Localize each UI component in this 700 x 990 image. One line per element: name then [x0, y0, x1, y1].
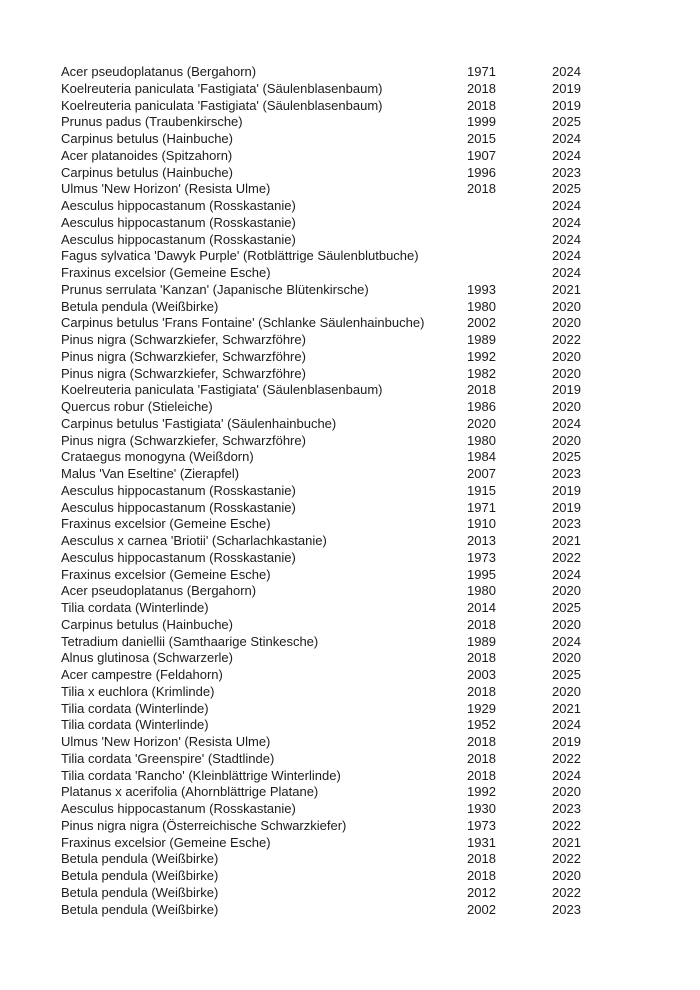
year-second: 2024 [552, 64, 581, 79]
table-row [61, 232, 641, 249]
year-first [467, 198, 552, 215]
year-first: 2003 [467, 667, 496, 682]
year-first: 2018 [467, 868, 496, 883]
year-second: 2019 [552, 80, 581, 96]
species-name: Betula pendula (Weißbirke) [61, 298, 219, 314]
table-row [61, 701, 641, 718]
species-name: Acer campestre (Feldahorn) [61, 667, 223, 682]
species-name: Aesculus x carnea 'Briotii' (Scharlachkastanie) [61, 533, 327, 548]
year-first: 1992 [467, 348, 496, 364]
year-first: 2014 [467, 600, 496, 615]
species-name: Betula pendula (Weißbirke) [61, 884, 219, 900]
table-row [61, 634, 641, 651]
species-name: Koelreuteria paniculata 'Fastigiata' (Säulenblasenbaum) [61, 80, 383, 96]
table-row [61, 684, 641, 701]
year-second: 2024 [552, 198, 581, 213]
table-row [61, 382, 641, 399]
year-second: 2024 [552, 131, 581, 146]
species-name: Acer pseudoplatanus (Bergahorn) [61, 64, 257, 79]
year-first [467, 215, 552, 232]
year-second: 2020 [552, 683, 581, 699]
species-name: Pinus nigra (Schwarzkiefer, Schwarzföhre) [61, 365, 306, 381]
table-row [61, 114, 641, 131]
species-name: Tilia cordata (Winterlinde) [61, 717, 209, 733]
table-row [61, 416, 641, 433]
table-row [61, 868, 641, 885]
species-name: Platanus x acerifolia (Ahornblättrige Platane) [61, 784, 319, 800]
year-first: 2015 [467, 131, 496, 146]
year-second: 2025 [552, 181, 581, 197]
species-name: Aesculus hippocastanum (Rosskastanie) [61, 231, 296, 247]
table-row [61, 650, 641, 667]
year-second: 2019 [552, 482, 581, 498]
year-second: 2023 [552, 466, 581, 481]
year-second: 2020 [552, 616, 581, 632]
table-row [61, 851, 641, 868]
species-name: Ulmus 'New Horizon' (Resista Ulme) [61, 181, 271, 197]
year-second: 2019 [552, 734, 581, 749]
species-name: Pinus nigra nigra (Österreichische Schwarzkiefer) [61, 817, 347, 833]
year-second: 2020 [552, 868, 581, 883]
year-first: 1980 [467, 298, 496, 314]
year-first: 1973 [467, 817, 496, 833]
year-second: 2025 [552, 449, 581, 465]
year-second: 2025 [552, 600, 581, 615]
year-second: 2020 [552, 298, 581, 314]
table-row [61, 315, 641, 332]
species-name: Prunus serrulata 'Kanzan' (Japanische Blütenkirsche) [61, 281, 369, 297]
year-second: 2021 [552, 533, 581, 548]
table-row [61, 64, 641, 81]
year-first: 2018 [467, 382, 496, 398]
year-first: 2007 [467, 466, 496, 481]
species-name: Tilia cordata 'Rancho' (Kleinblättrige Winterlinde) [61, 767, 341, 783]
species-name: Quercus robur (Stieleiche) [61, 399, 213, 414]
year-second: 2024 [552, 415, 581, 431]
species-name: Fraxinus excelsior (Gemeine Esche) [61, 516, 271, 532]
year-first: 1980 [467, 432, 496, 448]
year-second: 2024 [552, 214, 581, 230]
year-first: 1996 [467, 164, 496, 180]
table-row [61, 500, 641, 517]
year-first: 2012 [467, 884, 496, 900]
year-first: 1910 [467, 516, 496, 532]
species-name: Carpinus betulus 'Frans Fontaine' (Schlanke Säulenhainbuche) [61, 315, 425, 331]
table-row [61, 583, 641, 600]
species-name: Aesculus hippocastanum (Rosskastanie) [61, 214, 296, 230]
year-first [467, 248, 552, 265]
species-name: Betula pendula (Weißbirke) [61, 868, 219, 883]
table-row [61, 567, 641, 584]
year-first: 2018 [467, 734, 496, 749]
year-second: 2024 [552, 231, 581, 247]
table-row [61, 902, 641, 919]
year-second: 2023 [552, 901, 581, 917]
year-first: 1984 [467, 449, 496, 465]
year-first: 1929 [467, 700, 496, 716]
table-row [61, 768, 641, 785]
species-name: Ulmus 'New Horizon' (Resista Ulme) [61, 734, 271, 749]
species-name: Tilia cordata (Winterlinde) [61, 600, 209, 615]
species-name: Pinus nigra (Schwarzkiefer, Schwarzföhre) [61, 432, 306, 448]
year-second: 2023 [552, 801, 581, 816]
species-name: Prunus padus (Traubenkirsche) [61, 114, 243, 130]
table-row [61, 399, 641, 416]
table-row [61, 784, 641, 801]
year-first: 2018 [467, 683, 496, 699]
table-row [61, 550, 641, 567]
species-name: Fagus sylvatica 'Dawyk Purple' (Rotblättrige Säulenblutbuche) [61, 248, 419, 264]
year-first: 1931 [467, 834, 496, 850]
year-first: 1999 [467, 114, 496, 130]
table-row [61, 801, 641, 818]
species-name: Betula pendula (Weißbirke) [61, 901, 219, 917]
table-row [61, 98, 641, 115]
species-name: Fraxinus excelsior (Gemeine Esche) [61, 265, 271, 280]
species-name: Fraxinus excelsior (Gemeine Esche) [61, 566, 271, 582]
year-first: 2020 [467, 415, 496, 431]
species-name: Aesculus hippocastanum (Rosskastanie) [61, 801, 296, 816]
table-row [61, 483, 641, 500]
year-first: 1993 [467, 281, 496, 297]
year-first: 2013 [467, 533, 496, 548]
year-second: 2020 [552, 432, 581, 448]
tree-species-table [61, 64, 641, 918]
year-second: 2023 [552, 516, 581, 532]
species-name: Tilia cordata (Winterlinde) [61, 700, 209, 716]
year-second: 2024 [552, 566, 581, 582]
species-name: Fraxinus excelsior (Gemeine Esche) [61, 834, 271, 850]
table-row [61, 835, 641, 852]
table-row [61, 282, 641, 299]
year-first: 2002 [467, 315, 496, 331]
table-row [61, 433, 641, 450]
species-name: Carpinus betulus 'Fastigiata' (Säulenhainbuche) [61, 415, 337, 431]
species-name: Tilia x euchlora (Krimlinde) [61, 683, 215, 699]
year-first: 2018 [467, 181, 496, 197]
year-second: 2022 [552, 851, 581, 867]
year-first: 1986 [467, 399, 496, 414]
table-row [61, 449, 641, 466]
species-name: Aesculus hippocastanum (Rosskastanie) [61, 198, 296, 213]
year-first: 1971 [467, 64, 496, 79]
year-first: 2002 [467, 901, 496, 917]
year-second: 2022 [552, 332, 581, 347]
year-second: 2021 [552, 281, 581, 297]
species-name: Betula pendula (Weißbirke) [61, 851, 219, 867]
year-second: 2022 [552, 750, 581, 766]
year-second: 2021 [552, 700, 581, 716]
species-name: Carpinus betulus (Hainbuche) [61, 616, 233, 632]
year-second: 2022 [552, 549, 581, 565]
year-first: 1989 [467, 633, 496, 649]
table-row [61, 332, 641, 349]
year-second: 2024 [552, 265, 581, 280]
year-second: 2020 [552, 399, 581, 414]
table-row [61, 349, 641, 366]
year-first: 2018 [467, 80, 496, 96]
table-row [61, 265, 641, 282]
year-first: 2018 [467, 97, 496, 113]
table-row [61, 516, 641, 533]
species-name: Aesculus hippocastanum (Rosskastanie) [61, 499, 296, 515]
species-name: Carpinus betulus (Hainbuche) [61, 131, 233, 146]
year-first: 2018 [467, 616, 496, 632]
year-second: 2020 [552, 348, 581, 364]
year-first: 2018 [467, 851, 496, 867]
table-row [61, 818, 641, 835]
year-second: 2022 [552, 817, 581, 833]
year-first: 1907 [467, 147, 496, 163]
year-first: 1989 [467, 332, 496, 347]
year-first: 1973 [467, 549, 496, 565]
species-name: Pinus nigra (Schwarzkiefer, Schwarzföhre) [61, 348, 306, 364]
year-second: 2023 [552, 164, 581, 180]
year-second: 2020 [552, 315, 581, 331]
year-first: 1995 [467, 566, 496, 582]
year-first: 2018 [467, 767, 496, 783]
species-name: Alnus glutinosa (Schwarzerle) [61, 650, 233, 666]
year-second: 2020 [552, 365, 581, 381]
table-row [61, 148, 641, 165]
table-row [61, 215, 641, 232]
species-name: Carpinus betulus (Hainbuche) [61, 164, 233, 180]
year-first: 2018 [467, 750, 496, 766]
table-row [61, 617, 641, 634]
species-name: Malus 'Van Eseltine' (Zierapfel) [61, 466, 240, 481]
table-row [61, 751, 641, 768]
year-second: 2019 [552, 382, 581, 398]
table-row [61, 885, 641, 902]
species-name: Crataegus monogyna (Weißdorn) [61, 449, 254, 465]
table-row [61, 131, 641, 148]
year-second: 2020 [552, 583, 581, 599]
year-second: 2020 [552, 784, 581, 800]
table-row [61, 248, 641, 265]
species-name: Aesculus hippocastanum (Rosskastanie) [61, 549, 296, 565]
table-row [61, 198, 641, 215]
year-second: 2024 [552, 633, 581, 649]
year-first: 1980 [467, 583, 496, 599]
year-second: 2019 [552, 97, 581, 113]
table-row [61, 533, 641, 550]
year-second: 2024 [552, 248, 581, 264]
year-first: 2018 [467, 650, 496, 666]
year-second: 2024 [552, 717, 581, 733]
year-second: 2024 [552, 767, 581, 783]
year-first: 1971 [467, 499, 496, 515]
species-name: Koelreuteria paniculata 'Fastigiata' (Säulenblasenbaum) [61, 382, 383, 398]
table-row [61, 81, 641, 98]
year-first: 1930 [467, 801, 496, 816]
species-name: Koelreuteria paniculata 'Fastigiata' (Säulenblasenbaum) [61, 97, 383, 113]
species-name: Pinus nigra (Schwarzkiefer, Schwarzföhre) [61, 332, 306, 347]
year-second: 2022 [552, 884, 581, 900]
year-first: 1992 [467, 784, 496, 800]
year-second: 2025 [552, 667, 581, 682]
species-name: Acer platanoides (Spitzahorn) [61, 147, 233, 163]
table-row [61, 667, 641, 684]
year-second: 2024 [552, 147, 581, 163]
year-second: 2021 [552, 834, 581, 850]
table-row [61, 165, 641, 182]
species-name: Aesculus hippocastanum (Rosskastanie) [61, 482, 296, 498]
year-second: 2020 [552, 650, 581, 666]
table-row [61, 717, 641, 734]
year-first: 1982 [467, 365, 496, 381]
table-row [61, 366, 641, 383]
year-second: 2025 [552, 114, 581, 130]
table-row [61, 466, 641, 483]
species-name: Tetradium daniellii (Samthaarige Stinkesche) [61, 633, 319, 649]
table-row [61, 299, 641, 316]
species-name: Tilia cordata 'Greenspire' (Stadtlinde) [61, 750, 275, 766]
table-row [61, 734, 641, 751]
species-name: Acer pseudoplatanus (Bergahorn) [61, 583, 257, 599]
year-first: 1952 [467, 717, 496, 733]
year-first [467, 232, 552, 249]
year-first: 1915 [467, 482, 496, 498]
year-second: 2019 [552, 499, 581, 515]
table-row [61, 600, 641, 617]
year-first [467, 265, 552, 282]
table-row [61, 181, 641, 198]
